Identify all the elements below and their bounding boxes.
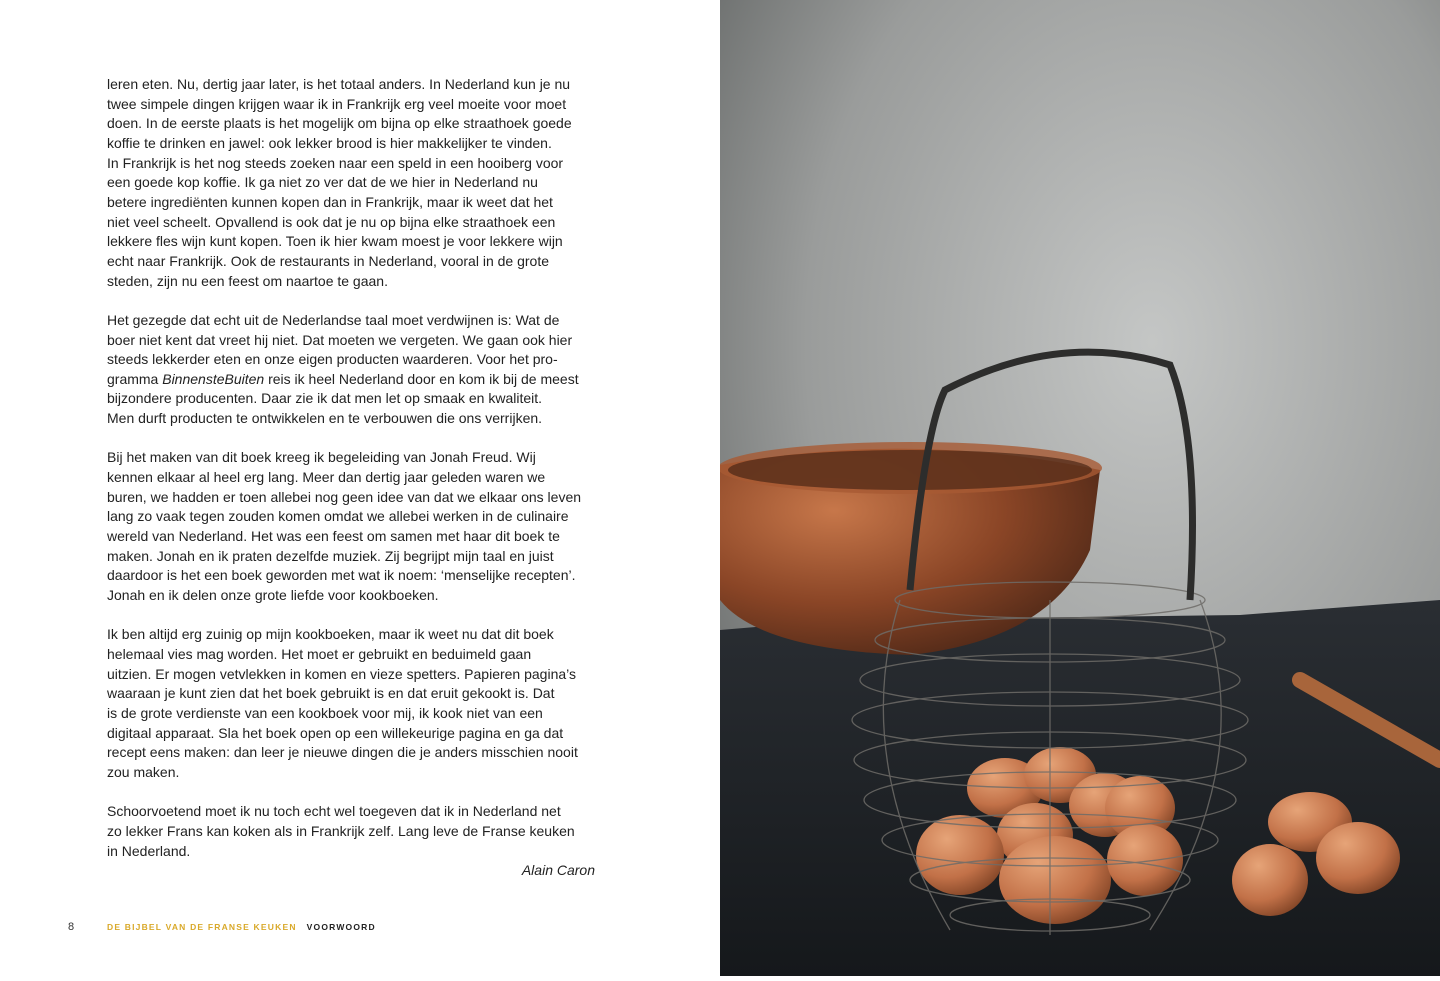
text-line: digitaal apparaat. Sla het boek open op een willekeurige pagina en ga dat bbox=[107, 724, 564, 741]
text-line: betere ingrediënten kunnen kopen dan in Frankrijk, maar ik weet dat het bbox=[107, 193, 553, 210]
text-line: twee simpele dingen krijgen waar ik in Frankrijk erg veel moeite voor moet bbox=[107, 95, 567, 112]
text-line: zou maken. bbox=[107, 763, 180, 780]
program-title: BinnensteBuiten bbox=[162, 370, 265, 387]
text-line: Ik ben altijd erg zuinig op mijn kookboeken, maar ik weet nu dat dit boek bbox=[107, 626, 554, 643]
text-line: boer niet kent dat vreet hij niet. Dat moeten we vergeten. We gaan ook hier bbox=[107, 331, 573, 348]
body-text bbox=[107, 75, 667, 881]
paragraph bbox=[107, 625, 667, 782]
text-line: Het gezegde dat echt uit de Nederlandse taal moet verdwijnen is: Wat de bbox=[107, 311, 560, 328]
text-line: echt naar Frankrijk. Ook de restaurants in Nederland, vooral in de grote bbox=[107, 252, 550, 269]
text-line: bijzondere producenten. Daar zie ik dat men let op smaak en kwaliteit. bbox=[107, 390, 543, 407]
text-line: uitzien. Er mogen vetvlekken in komen en vieze spetters. Papieren pagina’s bbox=[107, 665, 577, 682]
paragraph bbox=[107, 802, 667, 861]
running-head-title: DE BIJBEL VAN DE FRANSE KEUKEN bbox=[107, 922, 297, 932]
text-segment: gramma bbox=[107, 370, 163, 387]
text-line: leren eten. Nu, dertig jaar later, is het totaal anders. In Nederland kun je nu bbox=[107, 76, 571, 92]
running-footer bbox=[68, 921, 376, 933]
text-line: Schoorvoetend moet ik nu toch echt wel toegeven dat ik in Nederland net bbox=[107, 803, 561, 820]
text-line: In Frankrijk is het nog steeds zoeken naar een speld in een hooiberg voor bbox=[107, 154, 564, 171]
page-number: 8 bbox=[68, 921, 75, 933]
text-line: maken. Jonah en ik praten dezelfde muziek. Zij begrijpt mijn taal en juist bbox=[107, 547, 554, 564]
photo-eggs-basket-copper-bowl bbox=[720, 0, 1440, 976]
paragraph bbox=[107, 448, 667, 605]
text-line: Men durft producten te ontwikkelen en te verbouwen die ons verrijken. bbox=[107, 410, 543, 427]
paragraph bbox=[107, 311, 667, 429]
text-line: doen. In de eerste plaats is het mogelijk om bijna op elke straathoek goede bbox=[107, 115, 572, 132]
left-page bbox=[0, 0, 720, 976]
text-line: steeds lekkerder eten en onze eigen producten waarderen. Voor het pro- bbox=[107, 351, 558, 368]
text-line: lang zo vaak tegen zouden komen omdat we allebei werken in de culinaire bbox=[107, 508, 569, 525]
text-line: steden, zijn nu een feest om naartoe te gaan. bbox=[107, 272, 388, 289]
text-line: daardoor is het een boek geworden met wat ik noem: ‘menselijke recepten’. bbox=[107, 567, 576, 584]
text-line: kennen elkaar al heel erg lang. Meer dan dertig jaar geleden waren we bbox=[107, 469, 546, 486]
text-segment: reis ik heel Nederland door en kom ik bij de meest bbox=[264, 370, 579, 387]
text-line: is de grote verdienste van een kookboek voor mij, ik kook niet van een bbox=[107, 704, 543, 721]
text-line: Bij het maken van dit boek kreeg ik begeleiding van Jonah Freud. Wij bbox=[107, 449, 536, 466]
text-line: koffie te drinken en jawel: ook lekker brood is hier makkelijker te vinden. bbox=[107, 134, 552, 151]
text-line: recept eens maken: dan leer je nieuwe dingen die je anders misschien nooit bbox=[107, 744, 578, 761]
text-line: lekkere fles wijn kunt kopen. Toen ik hier kwam moest je voor lekkere wijn bbox=[107, 233, 563, 250]
text-line: niet veel scheelt. Opvallend is ook dat je nu op bijna elke straathoek een bbox=[107, 213, 556, 230]
text-line: een goede kop koffie. Ik ga niet zo ver dat de we hier in Nederland nu bbox=[107, 174, 538, 191]
text-line: wereld van Nederland. Het was een feest om samen met haar dit boek te bbox=[107, 528, 560, 545]
text-line: zo lekker Frans kan koken als in Frankrijk zelf. Lang leve de Franse keuken bbox=[107, 822, 575, 839]
text-line: in Nederland. bbox=[107, 842, 191, 859]
text-line: Jonah en ik delen onze grote liefde voor kookboeken. bbox=[107, 587, 439, 604]
text-line: helemaal vies mag worden. Het moet er gebruikt en beduimeld gaan bbox=[107, 645, 532, 662]
still-life-photo bbox=[720, 0, 1440, 976]
text-line: buren, we hadden er toen allebei nog geen idee van dat we elkaar ons leven bbox=[107, 488, 582, 505]
running-head-section: VOORWOORD bbox=[306, 922, 376, 932]
paragraph bbox=[107, 75, 667, 291]
text-line bbox=[107, 370, 667, 390]
text-line: waaraan je kunt zien dat het boek gebruikt is en dat eruit gekookt is. Dat bbox=[107, 685, 555, 702]
signature: Alain Caron bbox=[521, 862, 595, 879]
